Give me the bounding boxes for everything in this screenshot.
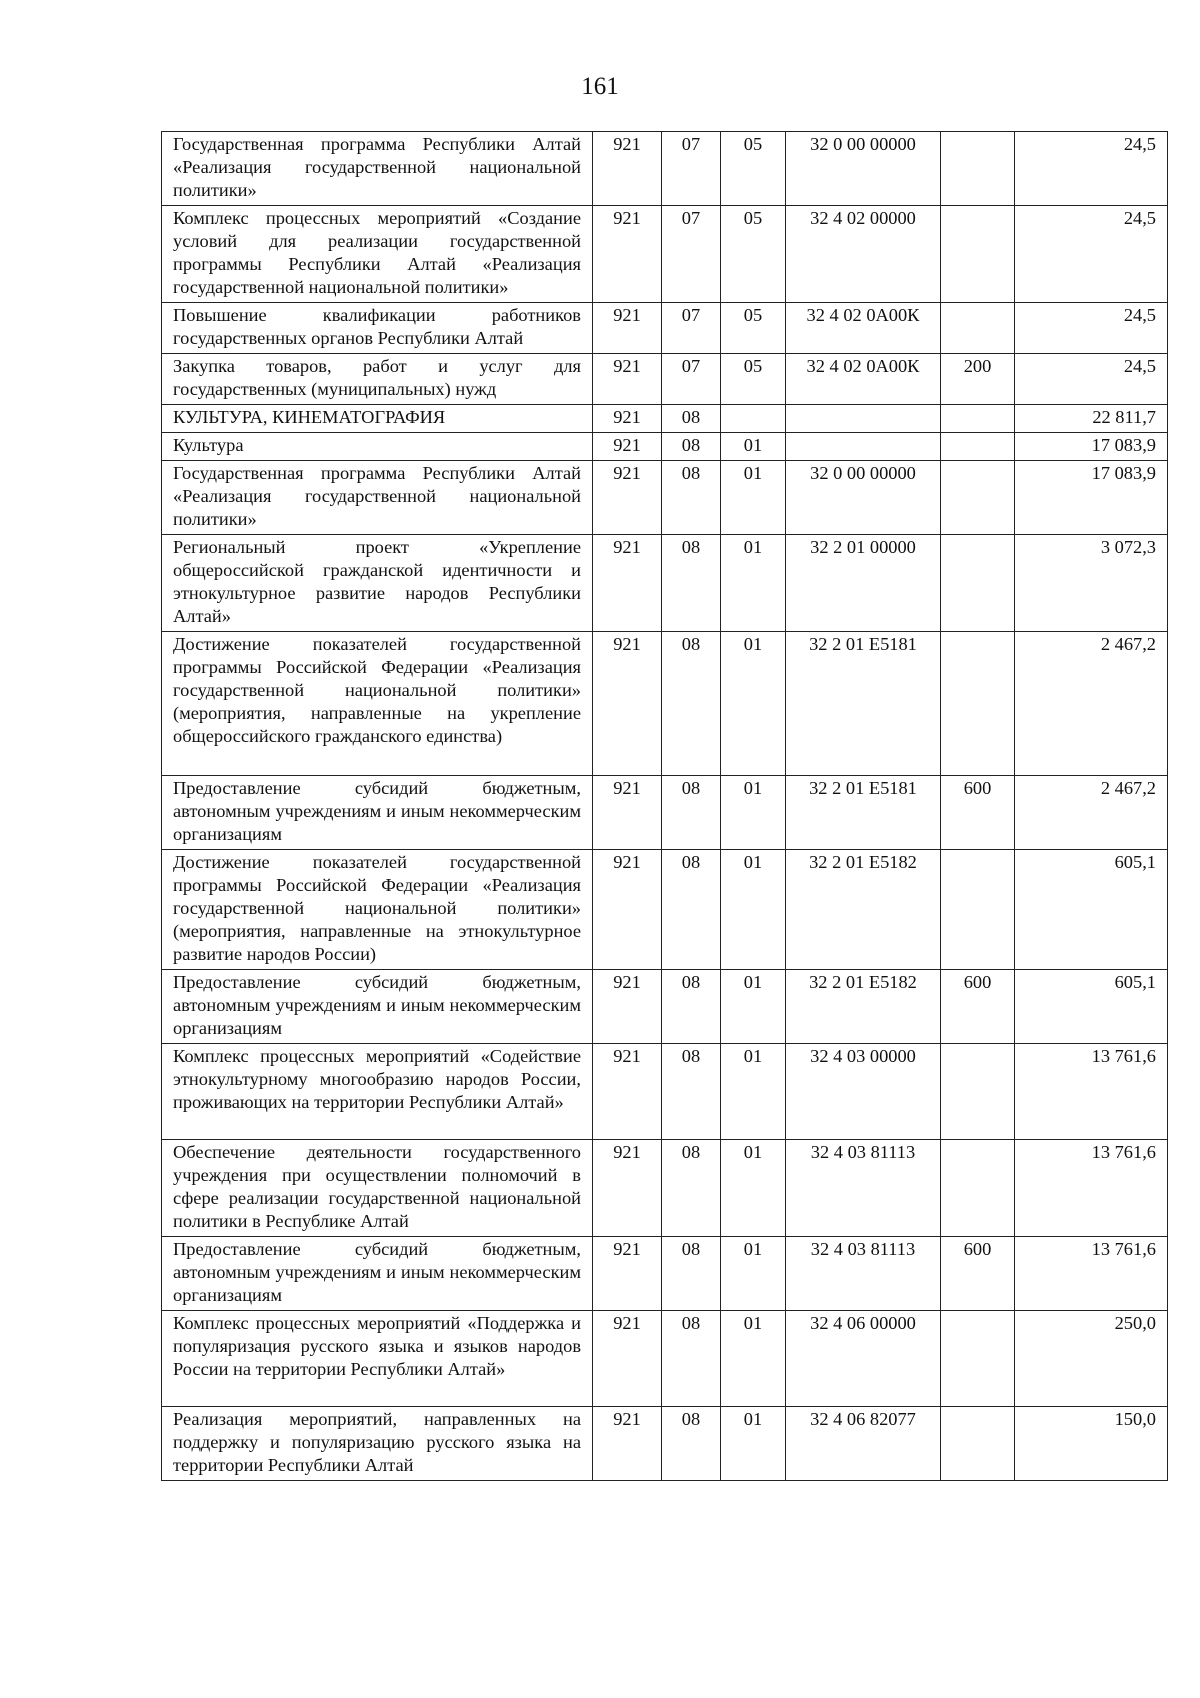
row-ministry-code-cell: 921 — [593, 850, 662, 970]
row-expense-type-cell — [941, 132, 1015, 206]
row-name-cell: Реализация мероприятий, направленных на поддержку и популяризацию русского языка на территории Республики Алтай — [162, 1407, 593, 1481]
row-amount-cell: 3 072,3 — [1015, 535, 1168, 632]
row-section-cell: 08 — [662, 776, 721, 850]
row-expense-type-cell — [941, 1311, 1015, 1407]
row-amount-cell: 22 811,7 — [1015, 405, 1168, 433]
row-target-article-cell: 32 2 01 Е5181 — [786, 776, 941, 850]
table-row — [162, 776, 1168, 850]
row-ministry-code-cell: 921 — [593, 405, 662, 433]
row-ministry-code-cell: 921 — [593, 461, 662, 535]
row-target-article-cell: 32 2 01 Е5181 — [786, 632, 941, 776]
row-name-cell: Достижение показателей государственной программы Российской Федерации «Реализация государственной национальной политики» (мероприятия, направленные на этнокультурное развитие народов России) — [162, 850, 593, 970]
row-subsection-cell: 01 — [721, 970, 786, 1044]
row-name-cell: Комплекс процессных мероприятий «Содействие этнокультурному многообразию народов России, проживающих на территории Республики Алтай» — [162, 1044, 593, 1140]
row-subsection-cell: 01 — [721, 461, 786, 535]
row-subsection-cell — [721, 405, 786, 433]
row-subsection-cell: 01 — [721, 776, 786, 850]
row-section-cell: 08 — [662, 850, 721, 970]
row-subsection-cell: 01 — [721, 433, 786, 461]
row-section-cell: 08 — [662, 405, 721, 433]
row-expense-type-cell: 200 — [941, 354, 1015, 405]
row-amount-cell: 2 467,2 — [1015, 632, 1168, 776]
row-expense-type-cell — [941, 303, 1015, 354]
row-ministry-code-cell: 921 — [593, 206, 662, 303]
row-ministry-code-cell: 921 — [593, 535, 662, 632]
budget-table — [161, 131, 1168, 1481]
row-target-article-cell: 32 4 06 82077 — [786, 1407, 941, 1481]
row-amount-cell: 605,1 — [1015, 970, 1168, 1044]
row-ministry-code-cell: 921 — [593, 1407, 662, 1481]
row-ministry-code-cell: 921 — [593, 632, 662, 776]
table-row — [162, 970, 1168, 1044]
row-subsection-cell: 01 — [721, 535, 786, 632]
row-subsection-cell: 05 — [721, 354, 786, 405]
budget-table-body — [162, 132, 1168, 1481]
table-row — [162, 461, 1168, 535]
row-name-cell: Государственная программа Республики Алтай «Реализация государственной национальной политики» — [162, 461, 593, 535]
row-target-article-cell: 32 4 03 81113 — [786, 1237, 941, 1311]
row-name-cell: Предоставление субсидий бюджетным, автономным учреждениям и иным некоммерческим организациям — [162, 1237, 593, 1311]
row-name-cell: Государственная программа Республики Алтай «Реализация государственной национальной политики» — [162, 132, 593, 206]
row-expense-type-cell — [941, 1044, 1015, 1140]
row-section-cell: 08 — [662, 535, 721, 632]
row-expense-type-cell — [941, 433, 1015, 461]
row-name-cell: Комплекс процессных мероприятий «Создание условий для реализации государственной программы Республики Алтай «Реализация государственной национальной политики» — [162, 206, 593, 303]
row-subsection-cell: 01 — [721, 632, 786, 776]
row-target-article-cell: 32 4 02 00000 — [786, 206, 941, 303]
row-amount-cell: 13 761,6 — [1015, 1237, 1168, 1311]
row-expense-type-cell — [941, 535, 1015, 632]
row-amount-cell: 605,1 — [1015, 850, 1168, 970]
row-expense-type-cell — [941, 206, 1015, 303]
row-ministry-code-cell: 921 — [593, 776, 662, 850]
row-target-article-cell: 32 2 01 00000 — [786, 535, 941, 632]
table-row — [162, 535, 1168, 632]
row-name-cell: Предоставление субсидий бюджетным, автономным учреждениям и иным некоммерческим организациям — [162, 776, 593, 850]
row-name-cell: Предоставление субсидий бюджетным, автономным учреждениям и иным некоммерческим организациям — [162, 970, 593, 1044]
row-target-article-cell — [786, 433, 941, 461]
row-ministry-code-cell: 921 — [593, 1044, 662, 1140]
row-amount-cell: 13 761,6 — [1015, 1140, 1168, 1237]
table-row — [162, 1140, 1168, 1237]
row-subsection-cell: 05 — [721, 206, 786, 303]
row-section-cell: 08 — [662, 1044, 721, 1140]
table-row — [162, 433, 1168, 461]
row-amount-cell: 250,0 — [1015, 1311, 1168, 1407]
row-ministry-code-cell: 921 — [593, 1237, 662, 1311]
row-target-article-cell: 32 4 03 00000 — [786, 1044, 941, 1140]
row-expense-type-cell — [941, 632, 1015, 776]
table-row — [162, 1311, 1168, 1407]
row-subsection-cell: 01 — [721, 1044, 786, 1140]
row-amount-cell: 24,5 — [1015, 132, 1168, 206]
row-target-article-cell: 32 4 06 00000 — [786, 1311, 941, 1407]
row-expense-type-cell: 600 — [941, 1237, 1015, 1311]
row-target-article-cell: 32 2 01 Е5182 — [786, 850, 941, 970]
row-name-cell: Региональный проект «Укрепление общероссийской гражданской идентичности и этнокультурное развитие народов Республики Алтай» — [162, 535, 593, 632]
row-amount-cell: 17 083,9 — [1015, 433, 1168, 461]
row-section-cell: 08 — [662, 1237, 721, 1311]
row-section-cell: 07 — [662, 132, 721, 206]
row-subsection-cell: 01 — [721, 1407, 786, 1481]
row-name-cell: Повышение квалификации работников государственных органов Республики Алтай — [162, 303, 593, 354]
row-amount-cell: 13 761,6 — [1015, 1044, 1168, 1140]
row-section-cell: 08 — [662, 1311, 721, 1407]
row-amount-cell: 24,5 — [1015, 303, 1168, 354]
row-expense-type-cell — [941, 461, 1015, 535]
row-section-cell: 08 — [662, 461, 721, 535]
row-name-cell: Достижение показателей государственной программы Российской Федерации «Реализация государственной национальной политики» (мероприятия, направленные на укрепление общероссийского гражданского единства) — [162, 632, 593, 776]
row-section-cell: 08 — [662, 632, 721, 776]
row-ministry-code-cell: 921 — [593, 433, 662, 461]
row-name-cell: Закупка товаров, работ и услуг для государственных (муниципальных) нужд — [162, 354, 593, 405]
row-target-article-cell: 32 0 00 00000 — [786, 132, 941, 206]
table-row — [162, 1237, 1168, 1311]
table-row — [162, 132, 1168, 206]
row-subsection-cell: 05 — [721, 303, 786, 354]
row-ministry-code-cell: 921 — [593, 1311, 662, 1407]
row-target-article-cell: 32 4 03 81113 — [786, 1140, 941, 1237]
row-section-cell: 07 — [662, 206, 721, 303]
row-target-article-cell: 32 4 02 0А00К — [786, 303, 941, 354]
row-section-cell: 07 — [662, 354, 721, 405]
row-name-cell: Комплекс процессных мероприятий «Поддержка и популяризация русского языка и языков народов России на территории Республики Алтай» — [162, 1311, 593, 1407]
row-subsection-cell: 01 — [721, 1237, 786, 1311]
row-expense-type-cell — [941, 1140, 1015, 1237]
row-section-cell: 08 — [662, 1140, 721, 1237]
row-section-cell: 08 — [662, 1407, 721, 1481]
row-target-article-cell: 32 2 01 Е5182 — [786, 970, 941, 1044]
table-row — [162, 206, 1168, 303]
row-target-article-cell: 32 0 00 00000 — [786, 461, 941, 535]
row-amount-cell: 150,0 — [1015, 1407, 1168, 1481]
row-target-article-cell — [786, 405, 941, 433]
row-subsection-cell: 05 — [721, 132, 786, 206]
table-row — [162, 303, 1168, 354]
row-target-article-cell: 32 4 02 0А00К — [786, 354, 941, 405]
row-expense-type-cell: 600 — [941, 970, 1015, 1044]
row-section-cell: 08 — [662, 970, 721, 1044]
row-subsection-cell: 01 — [721, 1140, 786, 1237]
row-ministry-code-cell: 921 — [593, 354, 662, 405]
row-ministry-code-cell: 921 — [593, 1140, 662, 1237]
row-section-cell: 08 — [662, 433, 721, 461]
table-row — [162, 850, 1168, 970]
row-subsection-cell: 01 — [721, 850, 786, 970]
table-row — [162, 1407, 1168, 1481]
row-ministry-code-cell: 921 — [593, 303, 662, 354]
page-number: 161 — [581, 73, 619, 100]
row-amount-cell: 24,5 — [1015, 354, 1168, 405]
table-row — [162, 632, 1168, 776]
row-name-cell: Обеспечение деятельности государственного учреждения при осуществлении полномочий в сфере реализации государственной национальной политики в Республике Алтай — [162, 1140, 593, 1237]
table-row — [162, 354, 1168, 405]
row-name-cell: КУЛЬТУРА, КИНЕМАТОГРАФИЯ — [162, 405, 593, 433]
row-ministry-code-cell: 921 — [593, 970, 662, 1044]
row-expense-type-cell — [941, 405, 1015, 433]
row-amount-cell: 24,5 — [1015, 206, 1168, 303]
row-name-cell: Культура — [162, 433, 593, 461]
row-section-cell: 07 — [662, 303, 721, 354]
row-ministry-code-cell: 921 — [593, 132, 662, 206]
row-expense-type-cell — [941, 1407, 1015, 1481]
row-amount-cell: 17 083,9 — [1015, 461, 1168, 535]
row-subsection-cell: 01 — [721, 1311, 786, 1407]
row-amount-cell: 2 467,2 — [1015, 776, 1168, 850]
row-expense-type-cell: 600 — [941, 776, 1015, 850]
row-expense-type-cell — [941, 850, 1015, 970]
table-row — [162, 405, 1168, 433]
table-row — [162, 1044, 1168, 1140]
